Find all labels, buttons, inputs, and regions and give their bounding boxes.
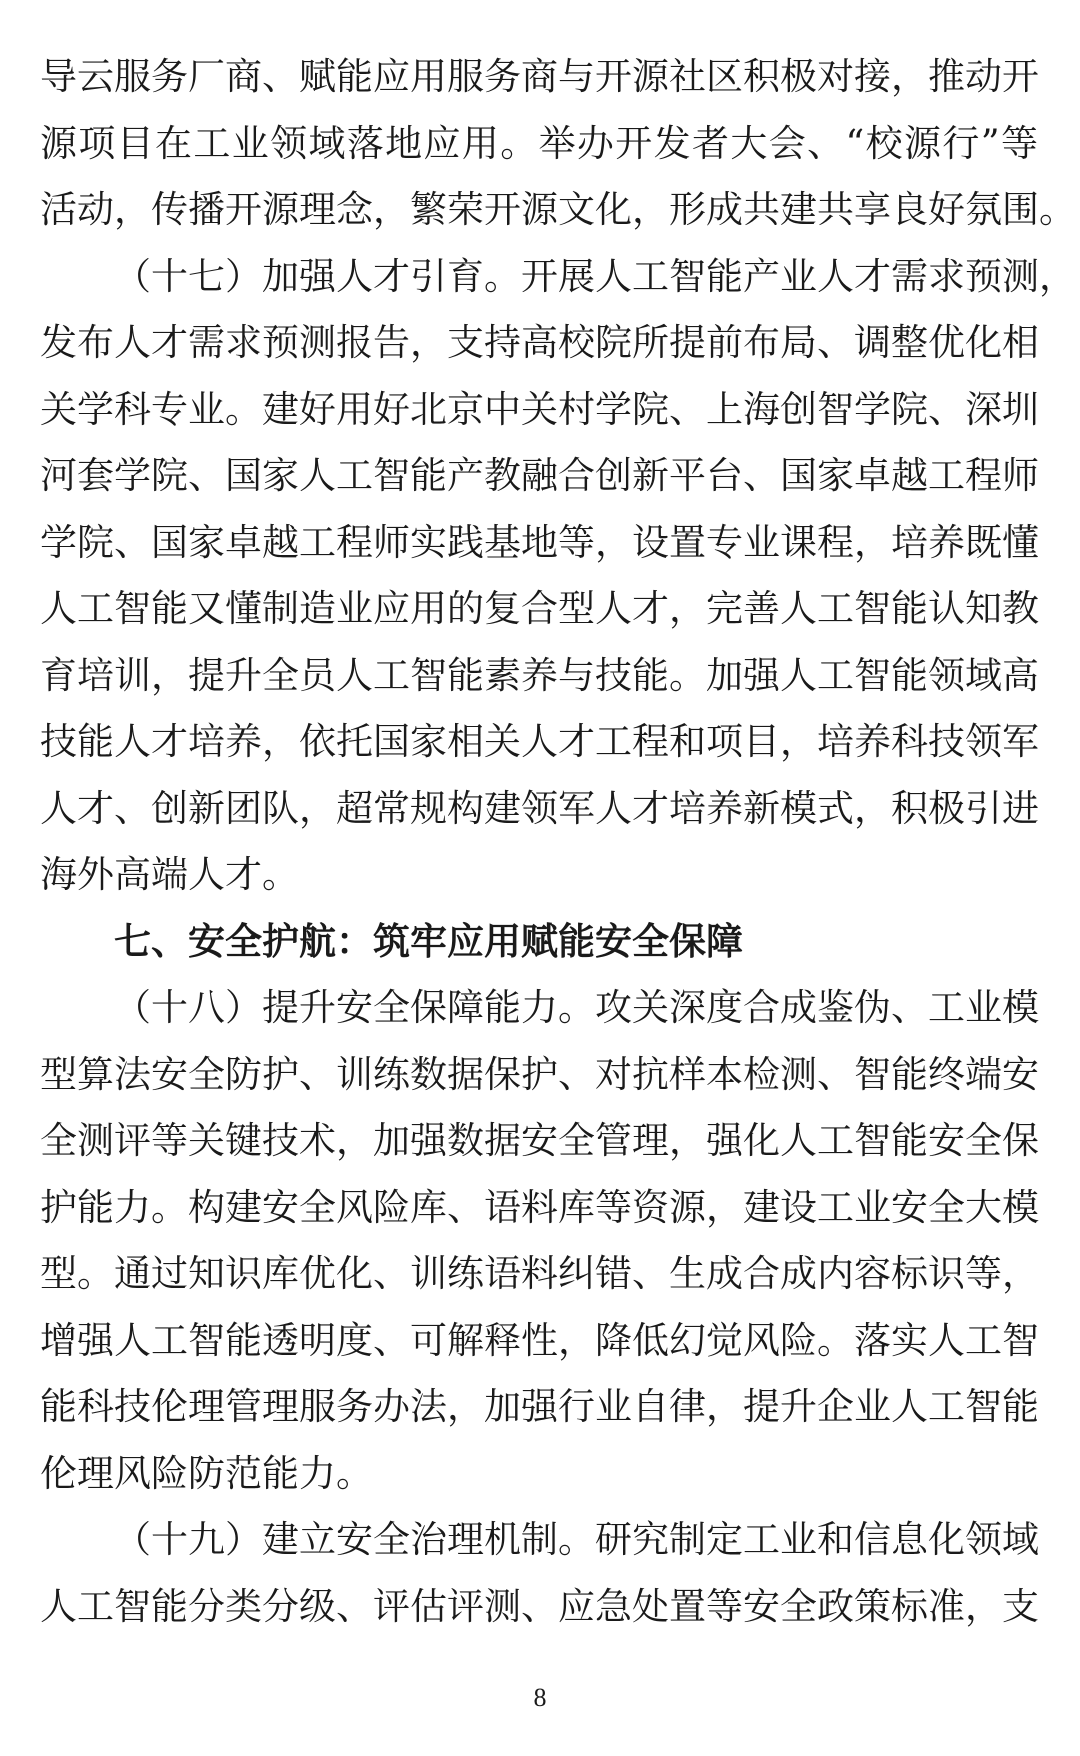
paragraph-line: （十八）提升安全保障能力。攻关深度合成鉴伪、工业模 xyxy=(114,986,1039,1029)
page-number: 8 xyxy=(533,1683,547,1712)
paragraph-line: 河套学院、国家人工智能产教融合创新平台、国家卓越工程师 xyxy=(40,454,1039,497)
paragraph-line: 人工智能分类分级、评估评测、应急处置等安全政策标准，支 xyxy=(40,1584,1039,1628)
paragraph-line: 人工智能又懂制造业应用的复合型人才，完善人工智能认知教 xyxy=(40,587,1039,630)
paragraph-line: 全测评等关键技术，加强数据安全管理，强化人工智能安全保 xyxy=(40,1119,1039,1162)
section-heading: 七、安全护航：筑牢应用赋能安全保障 xyxy=(114,919,743,963)
paragraph-line: 育培训，提升全员人工智能素养与技能。加强人工智能领域高 xyxy=(40,653,1039,697)
paragraph-line: 关学科专业。建好用好北京中关村学院、上海创智学院、深圳 xyxy=(40,387,1039,431)
document-body xyxy=(40,44,1076,1640)
paragraph-line: 人才、创新团队，超常规构建领军人才培养新模式，积极引进 xyxy=(40,786,1039,830)
paragraph-line: 学院、国家卓越工程师实践基地等，设置专业课程，培养既懂 xyxy=(40,520,1039,564)
paragraph-line: 导云服务厂商、赋能应用服务商与开源社区积极对接，推动开 xyxy=(40,55,1039,98)
paragraph-line: 能科技伦理管理服务办法，加强行业自律，提升企业人工智能 xyxy=(40,1385,1039,1428)
paragraph-line: （十七）加强人才引育。开展人工智能产业人才需求预测， xyxy=(114,254,1076,298)
paragraph-line: 活动，传播开源理念，繁荣开源文化，形成共建共享良好氛围。 xyxy=(40,188,1076,231)
paragraph-line: 海外高端人才。 xyxy=(40,853,299,896)
paragraph-line: 技能人才培养，依托国家相关人才工程和项目，培养科技领军 xyxy=(40,720,1039,763)
paragraph-line: 护能力。构建安全风险库、语料库等资源，建设工业安全大模 xyxy=(40,1185,1039,1229)
paragraph-line: 源项目在工业领域落地应用。举办开发者大会、“校源行”等 xyxy=(40,121,1038,165)
paragraph-line: 发布人才需求预测报告，支持高校院所提前布局、调整优化相 xyxy=(40,321,1039,364)
paragraph-line: 伦理风险防范能力。 xyxy=(40,1451,373,1495)
paragraph-line: 型算法安全防护、训练数据保护、对抗样本检测、智能终端安 xyxy=(40,1052,1039,1096)
paragraph-line: （十九）建立安全治理机制。研究制定工业和信息化领域 xyxy=(114,1518,1039,1561)
paragraph-line: 增强人工智能透明度、可解释性，降低幻觉风险。落实人工智 xyxy=(40,1318,1039,1362)
paragraph-line: 型。通过知识库优化、训练语料纠错、生成合成内容标识等， xyxy=(40,1252,1039,1295)
